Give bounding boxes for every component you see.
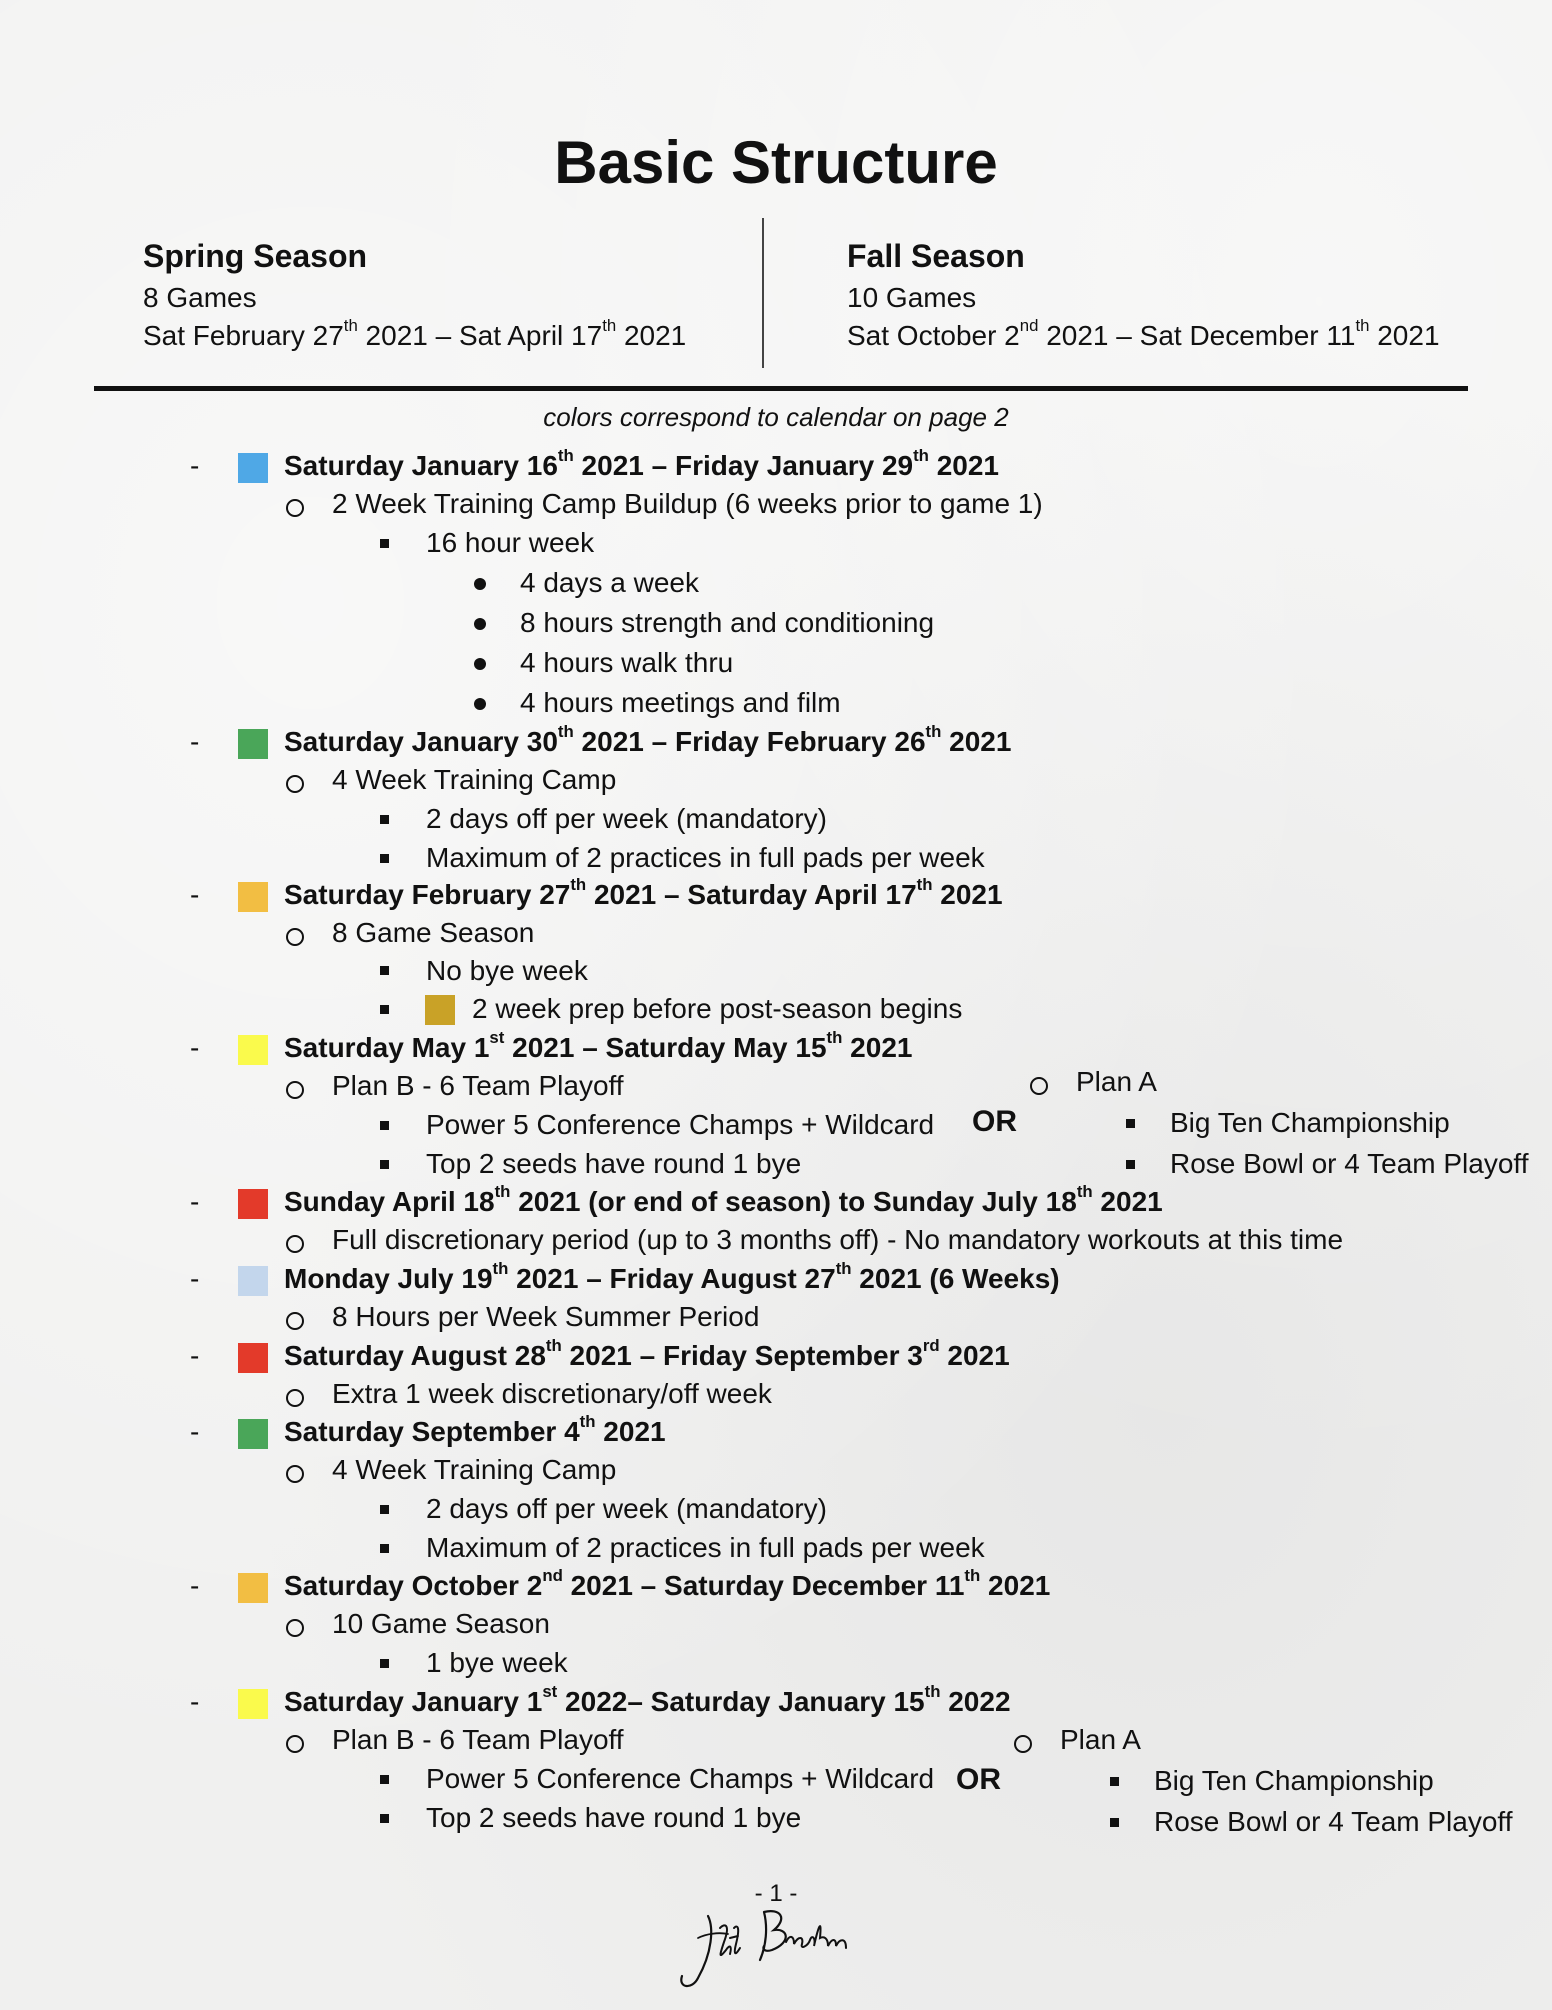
section-heading-8: Saturday September 4th 2021 [284,1412,666,1447]
signature-image [668,1898,868,1998]
list-item: Big Ten Championship [1170,1107,1450,1138]
list-item: 1 bye week [426,1647,568,1678]
color-swatch-orange [238,1573,268,1603]
square-bullet [1126,1119,1135,1128]
circle-bullet [1030,1077,1048,1095]
list-item: 2 days off per week (mandatory) [426,803,828,834]
square-bullet [1126,1160,1135,1169]
list-dash: - [190,1570,200,1601]
color-swatch-blue [238,453,268,483]
square-bullet [380,815,389,824]
plan-a-label: Plan A [1076,1066,1157,1097]
dot-bullet [474,698,486,710]
square-bullet [380,1160,389,1169]
section-heading-1: Saturday January 16th 2021 – Friday January 29th 2021 [284,446,1000,481]
square-bullet [380,539,389,548]
list-item: Top 2 seeds have round 1 bye [426,1148,802,1179]
list-item: 10 Game Season [332,1608,550,1639]
square-bullet [380,966,389,975]
circle-bullet [1014,1735,1032,1753]
square-bullet [1110,1818,1119,1827]
page-title: Basic Structure [554,129,998,196]
square-bullet [380,1005,389,1014]
section-heading-7: Saturday August 28th 2021 – Friday September 3rd 2021 [284,1336,1010,1371]
color-swatch-green [238,1419,268,1449]
list-item: Maximum of 2 practices in full pads per week [426,1532,985,1563]
list-dash: - [190,450,200,481]
list-item: 4 hours walk thru [520,647,734,678]
or-label: OR [972,1105,1017,1138]
circle-bullet [286,1735,304,1753]
spring-games: 8 Games [143,282,257,313]
list-dash: - [190,1186,200,1217]
list-item: 4 days a week [520,567,699,598]
dot-bullet [474,618,486,630]
plan-b-label: Plan B - 6 Team Playoff [332,1070,624,1101]
section-heading-9: Saturday October 2nd 2021 – Saturday December 11th 2021 [284,1566,1051,1601]
section-heading-5: Sunday April 18th 2021 (or end of season) to Sunday July 18th 2021 [284,1182,1163,1217]
list-item: Rose Bowl or 4 Team Playoff [1170,1148,1529,1179]
list-item: Maximum of 2 practices in full pads per week [426,842,985,873]
circle-bullet [286,1235,304,1253]
square-bullet [380,1659,389,1668]
list-item: No bye week [426,955,588,986]
square-bullet [380,1505,389,1514]
square-bullet [380,1814,389,1823]
circle-bullet [286,928,304,946]
plan-a-label: Plan A [1060,1724,1141,1755]
circle-bullet [286,1081,304,1099]
circle-bullet [286,1312,304,1330]
circle-bullet [286,775,304,793]
color-swatch-orange [238,882,268,912]
color-swatch-yellow [238,1689,268,1719]
list-item: Rose Bowl or 4 Team Playoff [1154,1806,1513,1837]
list-item: 8 hours strength and conditioning [520,607,935,638]
list-item: 4 hours meetings and film [520,687,841,718]
square-bullet [1110,1777,1119,1786]
color-swatch-gold [425,995,455,1025]
dot-bullet [474,658,486,670]
list-item: 2 week prep before post-season begins [472,993,963,1024]
color-swatch-yellow [238,1035,268,1065]
header-rule [94,386,1468,391]
list-dash: - [190,1686,200,1717]
section-heading-6: Monday July 19th 2021 – Friday August 27th 2021 (6 Weeks) [284,1259,1060,1294]
list-dash: - [190,1032,200,1063]
list-dash: - [190,879,200,910]
color-swatch-light-blue [238,1266,268,1296]
list-item: Top 2 seeds have round 1 bye [426,1802,802,1833]
plan-b-label: Plan B - 6 Team Playoff [332,1724,624,1755]
list-dash: - [190,1340,200,1371]
calendar-note: colors correspond to calendar on page 2 [543,402,1009,432]
list-item: Big Ten Championship [1154,1765,1434,1796]
page-number: - 1 - [754,1880,798,1907]
list-item: 2 days off per week (mandatory) [426,1493,828,1524]
spring-season-title: Spring Season [143,238,368,274]
section-heading-10: Saturday January 1st 2022– Saturday January 15th 2022 [284,1682,1011,1717]
list-item: 4 Week Training Camp [332,764,617,795]
circle-bullet [286,1389,304,1407]
circle-bullet [286,1619,304,1637]
list-item: 2 Week Training Camp Buildup (6 weeks prior to game 1) [332,488,1043,519]
section-heading-2: Saturday January 30th 2021 – Friday February 26th 2021 [284,722,1012,757]
list-dash: - [190,726,200,757]
fall-games: 10 Games [847,282,977,313]
season-divider [762,218,764,368]
section-heading-4: Saturday May 1st 2021 – Saturday May 15th 2021 [284,1028,913,1063]
list-item: 8 Hours per Week Summer Period [332,1301,760,1332]
or-label: OR [956,1763,1001,1796]
square-bullet [380,1544,389,1553]
section-heading-3: Saturday February 27th 2021 – Saturday April 17th 2021 [284,875,1003,910]
circle-bullet [286,499,304,517]
circle-bullet [286,1465,304,1483]
list-dash: - [190,1263,200,1294]
list-dash: - [190,1416,200,1447]
square-bullet [380,1775,389,1784]
list-item: Extra 1 week discretionary/off week [332,1378,772,1409]
list-item: 4 Week Training Camp [332,1454,617,1485]
fall-dates: Sat October 2nd 2021 – Sat December 11th 2021 [847,316,1440,351]
color-swatch-green [238,729,268,759]
list-item: Power 5 Conference Champs + Wildcard [426,1109,935,1140]
square-bullet [380,854,389,863]
list-item: Full discretionary period (up to 3 months off) - No mandatory workouts at this time [332,1224,1344,1255]
dot-bullet [474,578,486,590]
spring-dates: Sat February 27th 2021 – Sat April 17th 2021 [143,316,687,351]
list-item: 16 hour week [426,527,595,558]
square-bullet [380,1121,389,1130]
list-item: Power 5 Conference Champs + Wildcard [426,1763,935,1794]
list-item: 8 Game Season [332,917,535,948]
color-swatch-red [238,1189,268,1219]
fall-season-title: Fall Season [847,238,1025,274]
color-swatch-red [238,1343,268,1373]
